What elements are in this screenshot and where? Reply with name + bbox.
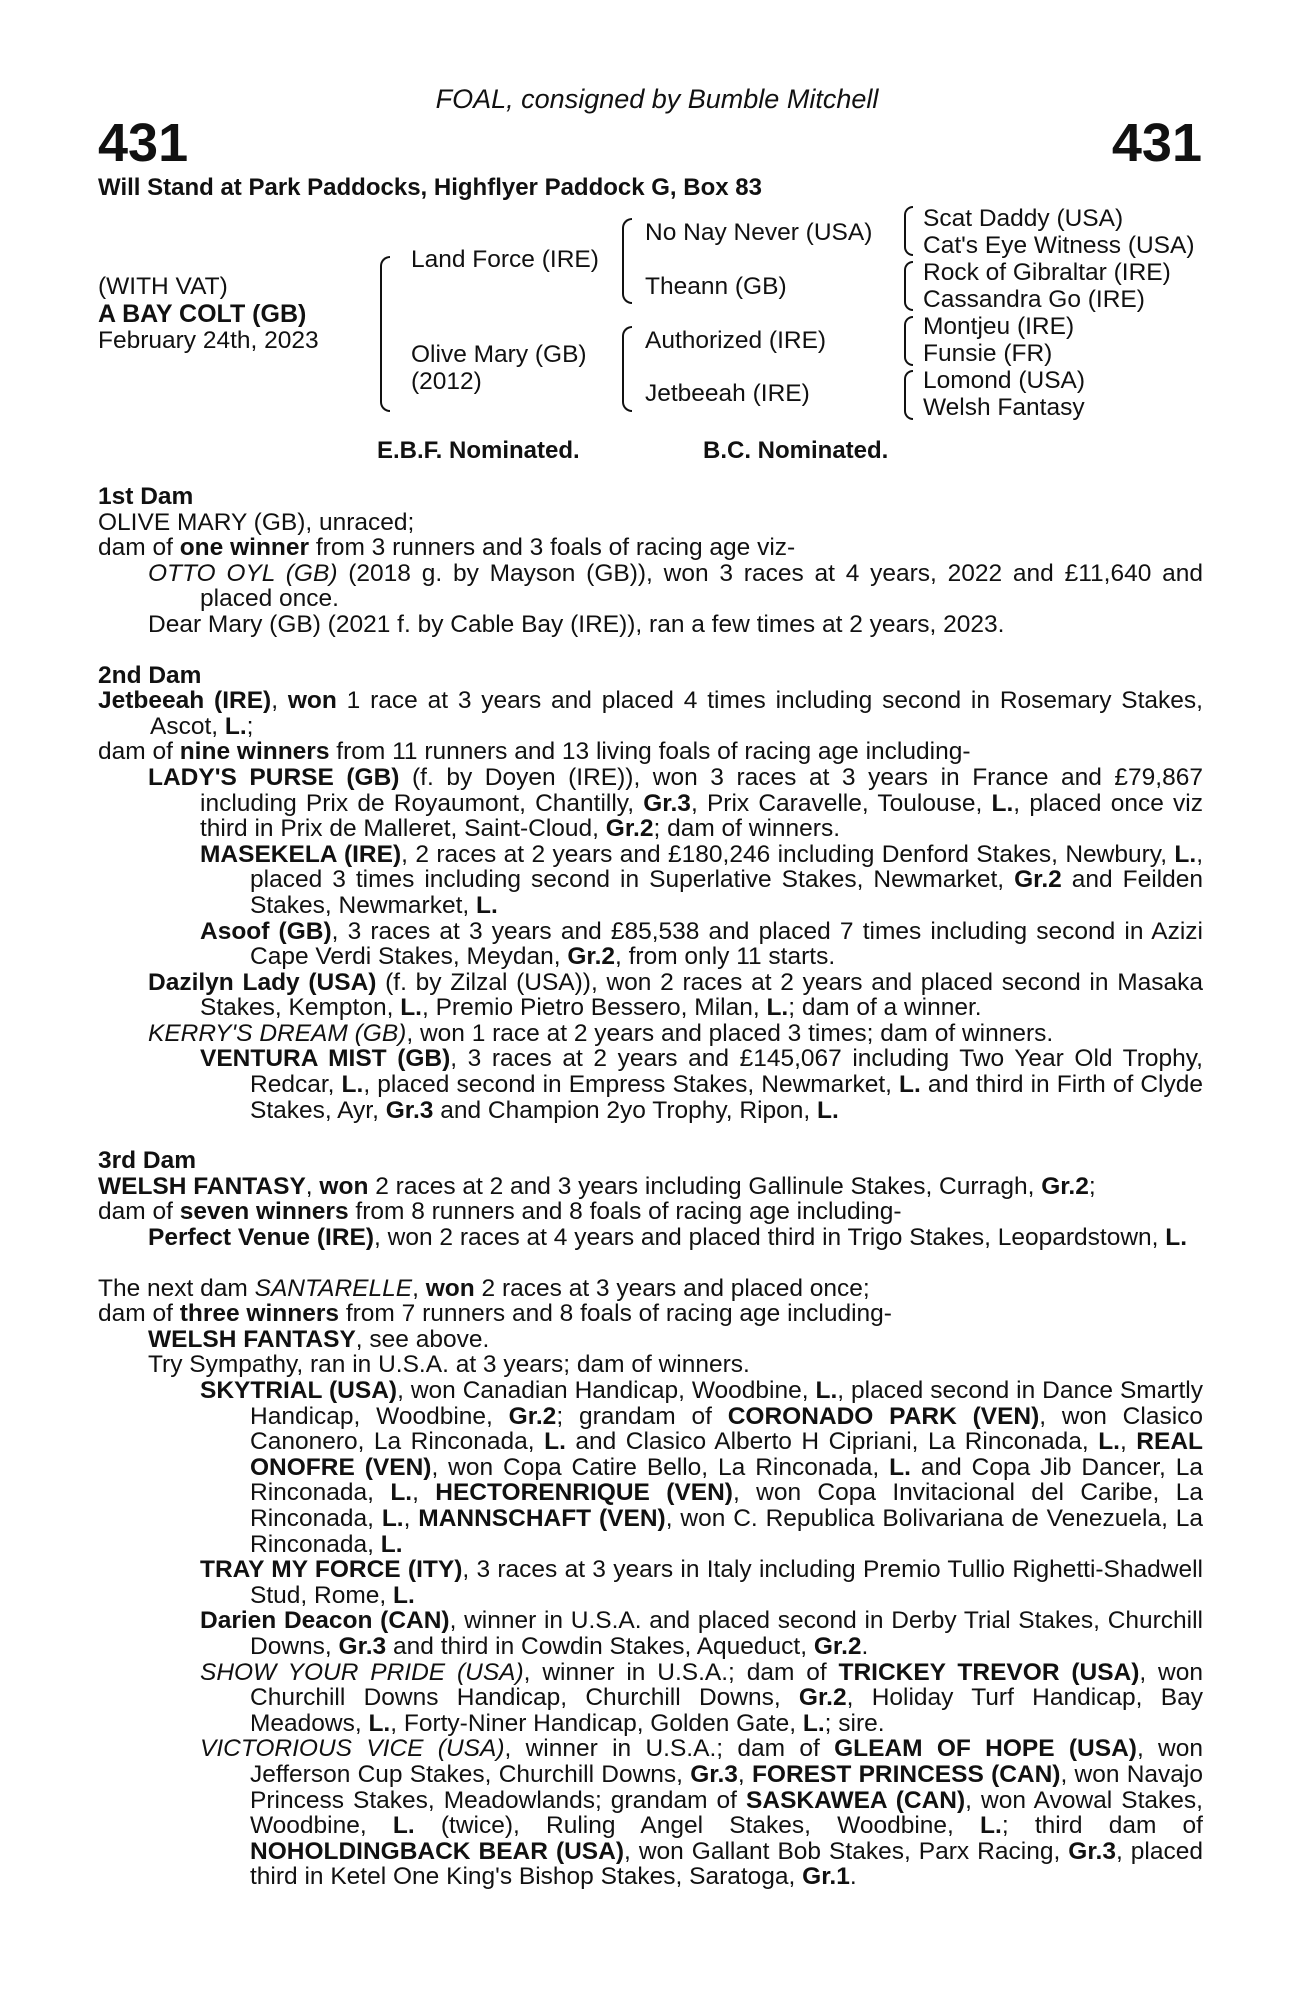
produce-victorious-vice: VICTORIOUS VICE (USA), winner in U.S.A.; dam of GLEAM OF HOPE (USA), won Jefferson Cup Stakes, Churchill Downs, Gr.3, FOREST PRINCESS (CAN), won Navajo Princess Stakes, Meadowlands; grandam of SASKAWEA (CAN), won Avowal Stakes, Woodbine, L. (twice), Ruling Angel Stakes, Woodbine, L.; third dam of NOHOLDINGBACK BEAR (USA), won Gallant Bob Stakes, Parx Racing, Gr.3, placed third in Ketel One King's Bishop Stakes, Saratoga, Gr.1. (200, 1735, 1203, 1891)
next-dam-record: dam of three winners from 7 runners and 8 foals of racing age including- (98, 1300, 892, 1328)
pedigree-sire-dam: Theann (GB) (645, 273, 787, 300)
produce-dazilyn-lady: Dazilyn Lady (USA) (f. by Zilzal (USA)), won 2 races at 2 years and placed second in Masaka Stakes, Kempton, L., Premio Pietro Bessero, Milan, L.; dam of a winner. (148, 968, 1203, 1022)
pedigree-dam-sire: Authorized (IRE) (645, 327, 827, 354)
pedigree-dam-dam: Jetbeeah (IRE) (645, 380, 810, 407)
produce-show-your-pride: SHOW YOUR PRIDE (USA), winner in U.S.A.; dam of TRICKEY TREVOR (USA), won Churchill Downs Handicap, Churchill Downs, Gr.2, Holiday Turf Handicap, Bay Meadows, L., Forty-Niner Handicap, Golden Gate, L.; sire. (200, 1658, 1204, 1737)
pedigree-brace-sire (622, 218, 632, 304)
pedigree-sire-sire: No Nay Never (USA) (645, 219, 873, 246)
ebf-nominated: E.B.F. Nominated. (377, 437, 580, 464)
second-dam-record: dam of nine winners from 11 runners and 13 living foals of racing age including- (98, 738, 971, 766)
pedigree-brace-dam (622, 326, 632, 412)
horse-dob: February 24th, 2023 (98, 327, 319, 354)
produce-ventura-mist: VENTURA MIST (GB), 3 races at 2 years and £145,067 including Two Year Old Trophy, Redcar, L., placed second in Empress Stakes, Newmarket, L. and third in Firth of Clyde Stakes, Ayr, Gr.3 and Champion 2yo Trophy, Ripon, L. (200, 1045, 1203, 1124)
pedigree-dsd: Funsie (FR) (923, 340, 1053, 367)
vat-note: (WITH VAT) (98, 273, 228, 300)
first-dam-heading: 1st Dam (98, 483, 194, 510)
lot-number-right: 431 (1111, 113, 1202, 173)
bc-nominated: B.C. Nominated. (703, 437, 889, 464)
first-dam-record: dam of one winner from 3 runners and 3 foals of racing age viz- (98, 534, 796, 562)
pedigree-dam: Olive Mary (GB) (411, 341, 587, 368)
pedigree-brace-gen1 (380, 256, 390, 412)
produce-welsh-fantasy: WELSH FANTASY, see above. (148, 1325, 490, 1353)
second-dam-line: Jetbeeah (IRE), won 1 race at 3 years and placed 4 times including second in Rosemary Stakes, Ascot, L.; (98, 687, 1203, 740)
next-dam-line: The next dam SANTARELLE, won 2 races at 3 years and placed once; (98, 1274, 870, 1302)
produce-darien-deacon: Darien Deacon (CAN), winner in U.S.A. and placed second in Derby Trial Stakes, Churchill Downs, Gr.3 and third in Cowdin Stakes, Aqueduct, Gr.2. (200, 1607, 1203, 1660)
produce-perfect-venue: Perfect Venue (IRE), won 2 races at 4 years and placed third in Trigo Stakes, Leopardstown, L. (148, 1224, 1188, 1252)
pedigree-brace-ds (904, 316, 913, 366)
produce-dear-mary: Dear Mary (GB) (2021 f. by Cable Bay (IRE)), ran a few times at 2 years, 2023. (148, 610, 1005, 638)
produce-try-sympathy: Try Sympathy, ran in U.S.A. at 3 years; dam of winners. (148, 1351, 750, 1379)
first-dam-line: OLIVE MARY (GB), unraced; (98, 508, 415, 536)
third-dam-line: WELSH FANTASY, won 2 races at 2 and 3 years including Gallinule Stakes, Curragh, Gr.2; (98, 1172, 1096, 1200)
third-dam-heading: 3rd Dam (98, 1147, 197, 1175)
pedigree-brace-dd (904, 370, 913, 420)
pedigree-ddd: Welsh Fantasy (923, 394, 1085, 421)
stable-location: Will Stand at Park Paddocks, Highflyer Paddock G, Box 83 (98, 174, 762, 201)
pedigree-dam-year: (2012) (411, 368, 482, 395)
catalogue-body (98, 484, 1203, 1890)
produce-skytrial: SKYTRIAL (USA), won Canadian Handicap, Woodbine, L., placed second in Dance Smartly Handicap, Woodbine, Gr.2; grandam of CORONADO PARK (VEN), won Clasico Canonero, La Rinconada, L. and Clasico Alberto H Cipriani, La Rinconada, L., REAL ONOFRE (VEN), won Copa Catire Bello, La Rinconada, L. and Copa Jib Dancer, La Rinconada, L., HECTORENRIQUE (VEN), won Copa Invitacional del Caribe, La Rinconada, L., MANNSCHAFT (VEN), won C. Republica Bolivariana de Venezuela, La Rinconada, L. (200, 1377, 1204, 1558)
pedigree-ssd: Cat's Eye Witness (USA) (923, 232, 1195, 259)
pedigree-brace-sd (904, 261, 913, 311)
pedigree-sire: Land Force (IRE) (411, 246, 599, 273)
produce-asoof: Asoof (GB), 3 races at 3 years and £85,538 and placed 7 times including second in Azizi Cape Verdi Stakes, Meydan, Gr.2, from only 11 starts. (200, 917, 1203, 971)
pedigree-dds: Lomond (USA) (923, 367, 1086, 394)
pedigree-brace-ss (904, 206, 913, 256)
horse-name: A BAY COLT (GB) (98, 300, 307, 328)
produce-tray-my-force: TRAY MY FORCE (ITY), 3 races at 3 years in Italy including Premio Tullio Righetti-Shadwell Stud, Rome, L. (200, 1556, 1203, 1609)
third-dam-record: dam of seven winners from 8 runners and 8 foals of racing age including- (98, 1198, 902, 1226)
produce-kerrys-dream: KERRY'S DREAM (GB), won 1 race at 2 years and placed 3 times; dam of winners. (148, 1019, 1054, 1047)
consignor-line: FOAL, consigned by Bumble Mitchell (435, 84, 879, 114)
produce-masekela: MASEKELA (IRE), 2 races at 2 years and £180,246 including Denford Stakes, Newbury, L., placed 3 times including second in Superlative Stakes, Newmarket, Gr.2 and Feilden Stakes, Newmarket, L. (200, 840, 1203, 919)
pedigree-dss: Montjeu (IRE) (923, 313, 1075, 340)
lot-number-left: 431 (98, 113, 189, 173)
pedigree-sds: Rock of Gibraltar (IRE) (923, 259, 1171, 286)
pedigree-sdd: Cassandra Go (IRE) (923, 286, 1145, 313)
pedigree-sss: Scat Daddy (USA) (923, 205, 1124, 232)
produce-ladys-purse: LADY'S PURSE (GB) (f. by Doyen (IRE)), won 3 races at 3 years in France and £79,867 including Prix de Royaumont, Chantilly, Gr.3, Prix Caravelle, Toulouse, L., placed once viz third in Prix de Malleret, Saint-Cloud, Gr.2; dam of winners. (148, 763, 1203, 843)
second-dam-heading: 2nd Dam (98, 661, 202, 689)
produce-otto-oyl: OTTO OYL (GB) (2018 g. by Mayson (GB)), won 3 races at 4 years, 2022 and £11,640 and placed once. (148, 559, 1204, 613)
